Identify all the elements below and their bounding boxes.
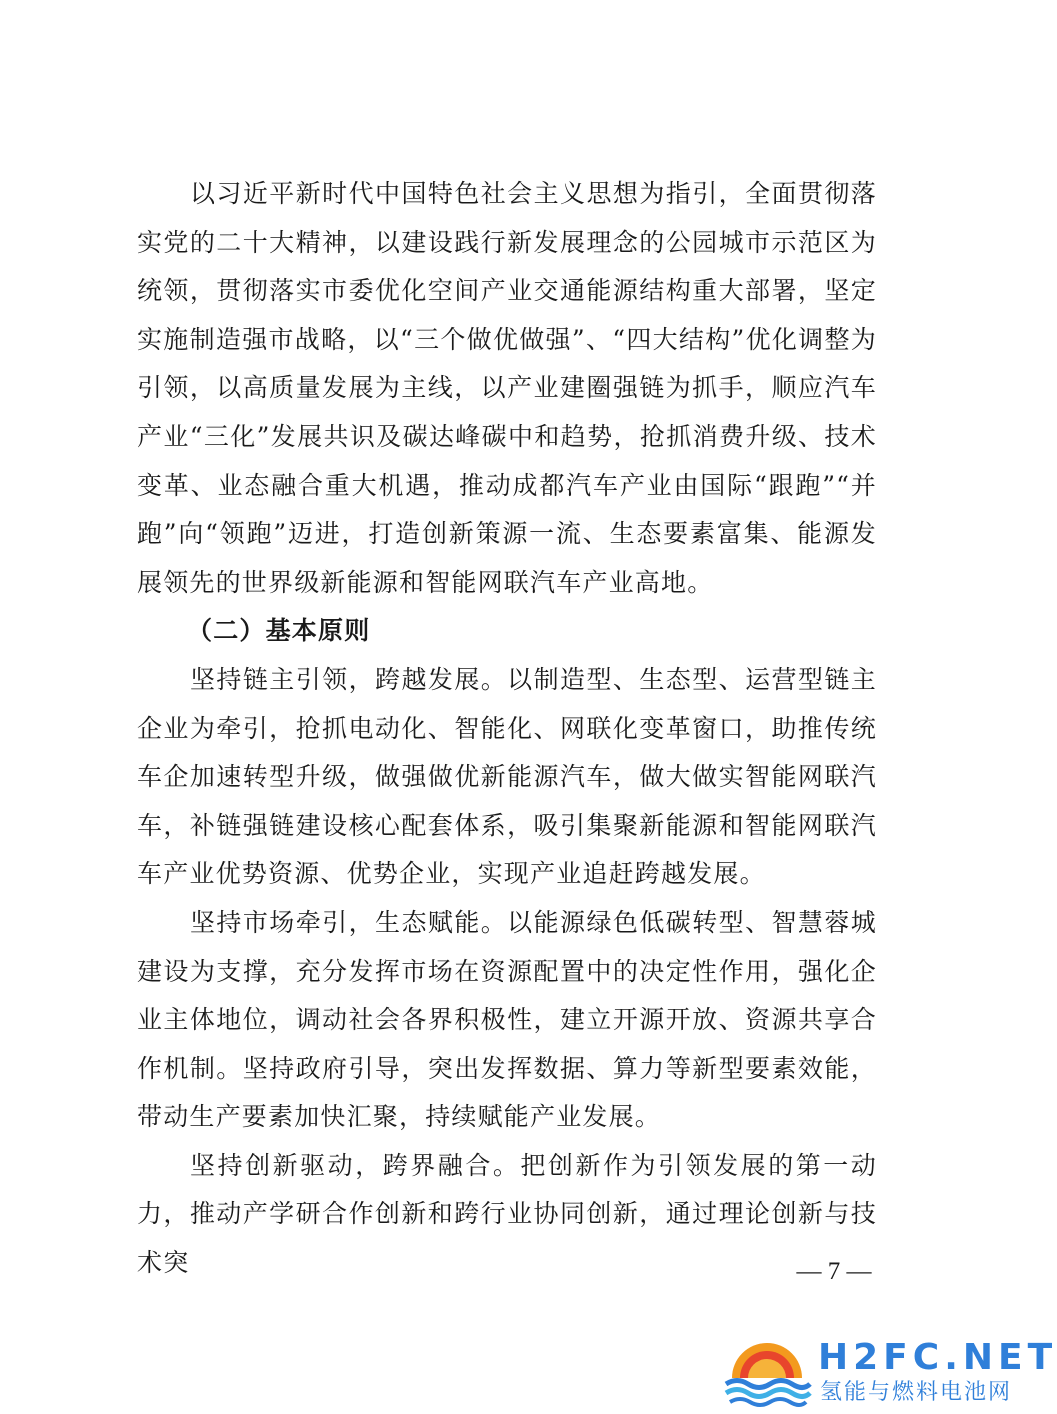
section-heading-basic-principles: （二）基本原则 xyxy=(187,616,371,646)
paragraph-principle-market: 坚持市场牵引，生态赋能。以能源绿色低碳转型、智慧蓉城建设为支撑，充分发挥市场在资源配置中的决定性作用，强化企业主体地位，调动社会各界积极性，建立开源开放、资源共享合作机制。坚持政府引导，突出发挥数据、算力等新型要素效能，带动生产要素加快汇聚，持续赋能产业发展。 xyxy=(137,907,877,1132)
paragraph-principle-innovation: 坚持创新驱动，跨界融合。把创新作为引领发展的第一动力，推动产学研合作创新和跨行业协同创新，通过理论创新与技术突 xyxy=(137,1150,877,1278)
watermark-subtitle: 氢能与燃料电池网 xyxy=(820,1380,1013,1405)
h2fc-sun-wave-logo-icon xyxy=(724,1338,810,1408)
document-body xyxy=(137,170,877,1288)
page-number: — 7 — xyxy=(796,1258,872,1285)
paragraph-guiding-ideology: 以习近平新时代中国特色社会主义思想为指引，全面贯彻落实党的二十大精神，以建设践行新发展理念的公园城市示范区为统领，贯彻落实市委优化空间产业交通能源结构重大部署，坚定实施制造强市战略，以“三个做优做强”、“四大结构”优化调整为引领，以高质量发展为主线，以产业建圈强链为抓手，顺应汽车产业“三化”发展共识及碳达峰碳中和趋势，抢抓消费升级、技术变革、业态融合重大机遇，推动成都汽车产业由国际“跟跑”“并跑”向“领跑”迈进，打造创新策源一流、生态要素富集、能源发展领先的世界级新能源和智能网联汽车产业高地。 xyxy=(137,179,877,597)
paragraph-principle-chain-leader: 坚持链主引领，跨越发展。以制造型、生态型、运营型链主企业为牵引，抢抓电动化、智能化、网联化变革窗口，助推传统车企加速转型升级，做强做优新能源汽车，做大做实智能网联汽车，补链强链建设核心配套体系，吸引集聚新能源和智能网联汽车产业优势资源、优势企业，实现产业追赶跨越发展。 xyxy=(137,664,877,889)
watermark-title: H2FC.NET xyxy=(818,1337,1057,1378)
watermark xyxy=(722,1336,1057,1410)
